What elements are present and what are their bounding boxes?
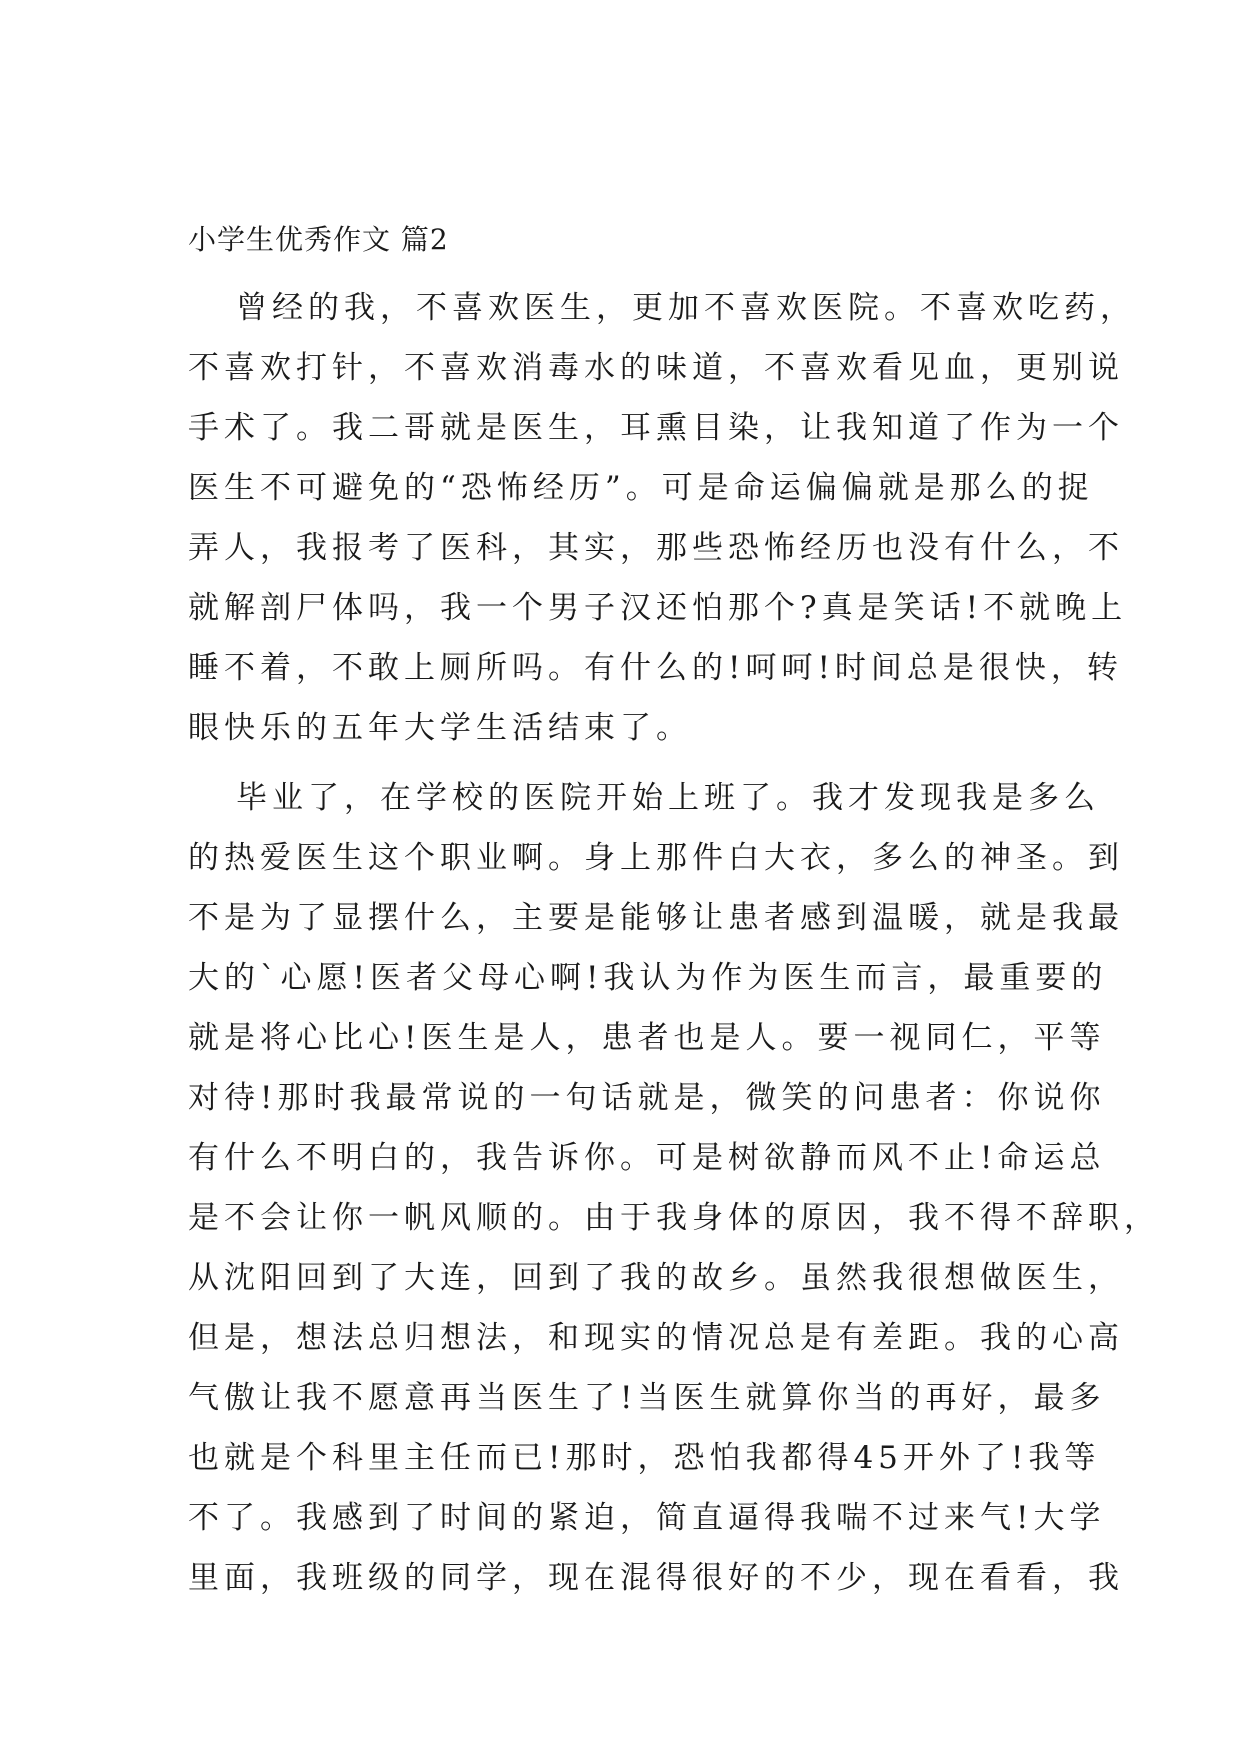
text-line: 气傲让我不愿意再当医生了!当医生就算你当的再好，最多 [188,1380,1106,1416]
text-line: 但是，想法总归想法，和现实的情况总是有差距。我的心高 [188,1320,1124,1356]
text-line: 从沈阳回到了大连，回到了我的故乡。虽然我很想做医生， [188,1260,1124,1296]
text-line: 手术了。我二哥就是医生，耳熏目染，让我知道了作为一个 [188,410,1124,446]
text-line: 睡不着，不敢上厕所吗。有什么的!呵呵!时间总是很快，转 [188,650,1123,686]
text-line: 就是将心比心!医生是人，患者也是人。要一视同仁，平等 [188,1020,1106,1056]
text-line: 曾经的我，不喜欢医生，更加不喜欢医院。不喜欢吃药， [236,290,1136,326]
text-line: 的热爱医生这个职业啊。身上那件白大衣，多么的神圣。到 [188,840,1124,876]
text-line: 不是为了显摆什么，主要是能够让患者感到温暖，就是我最 [188,900,1124,936]
text-line: 对待!那时我最常说的一句话就是，微笑的问患者：你说你 [188,1080,1106,1116]
text-line: 弄人，我报考了医科，其实，那些恐怖经历也没有什么，不 [188,530,1124,566]
essay-heading: 小学生优秀作文 篇2 [188,223,449,256]
text-line: 不了。我感到了时间的紧迫，简直逼得我喘不过来气!大学 [188,1500,1106,1536]
text-line: 里面，我班级的同学，现在混得很好的不少，现在看看，我 [188,1560,1124,1596]
text-line: 毕业了，在学校的医院开始上班了。我才发现我是多么 [236,780,1100,816]
text-line: 医生不可避免的“恐怖经历”。可是命运偏偏就是那么的捉 [188,470,1094,506]
text-line: 也就是个科里主任而已!那时，恐怕我都得45开外了!我等 [188,1440,1101,1476]
text-line: 大的`心愿!医者父母心啊!我认为作为医生而言，最重要的 [188,960,1108,996]
text-line: 眼快乐的五年大学生活结束了。 [188,710,692,746]
text-line: 有什么不明白的，我告诉你。可是树欲静而风不止!命运总 [188,1140,1106,1176]
text-line: 是不会让你一帆风顺的。由于我身体的原因，我不得不辞职， [188,1200,1160,1236]
text-line: 就解剖尸体吗，我一个男子汉还怕那个?真是笑话!不就晚上 [188,590,1128,626]
text-line: 不喜欢打针，不喜欢消毒水的味道，不喜欢看见血，更别说 [188,350,1124,386]
